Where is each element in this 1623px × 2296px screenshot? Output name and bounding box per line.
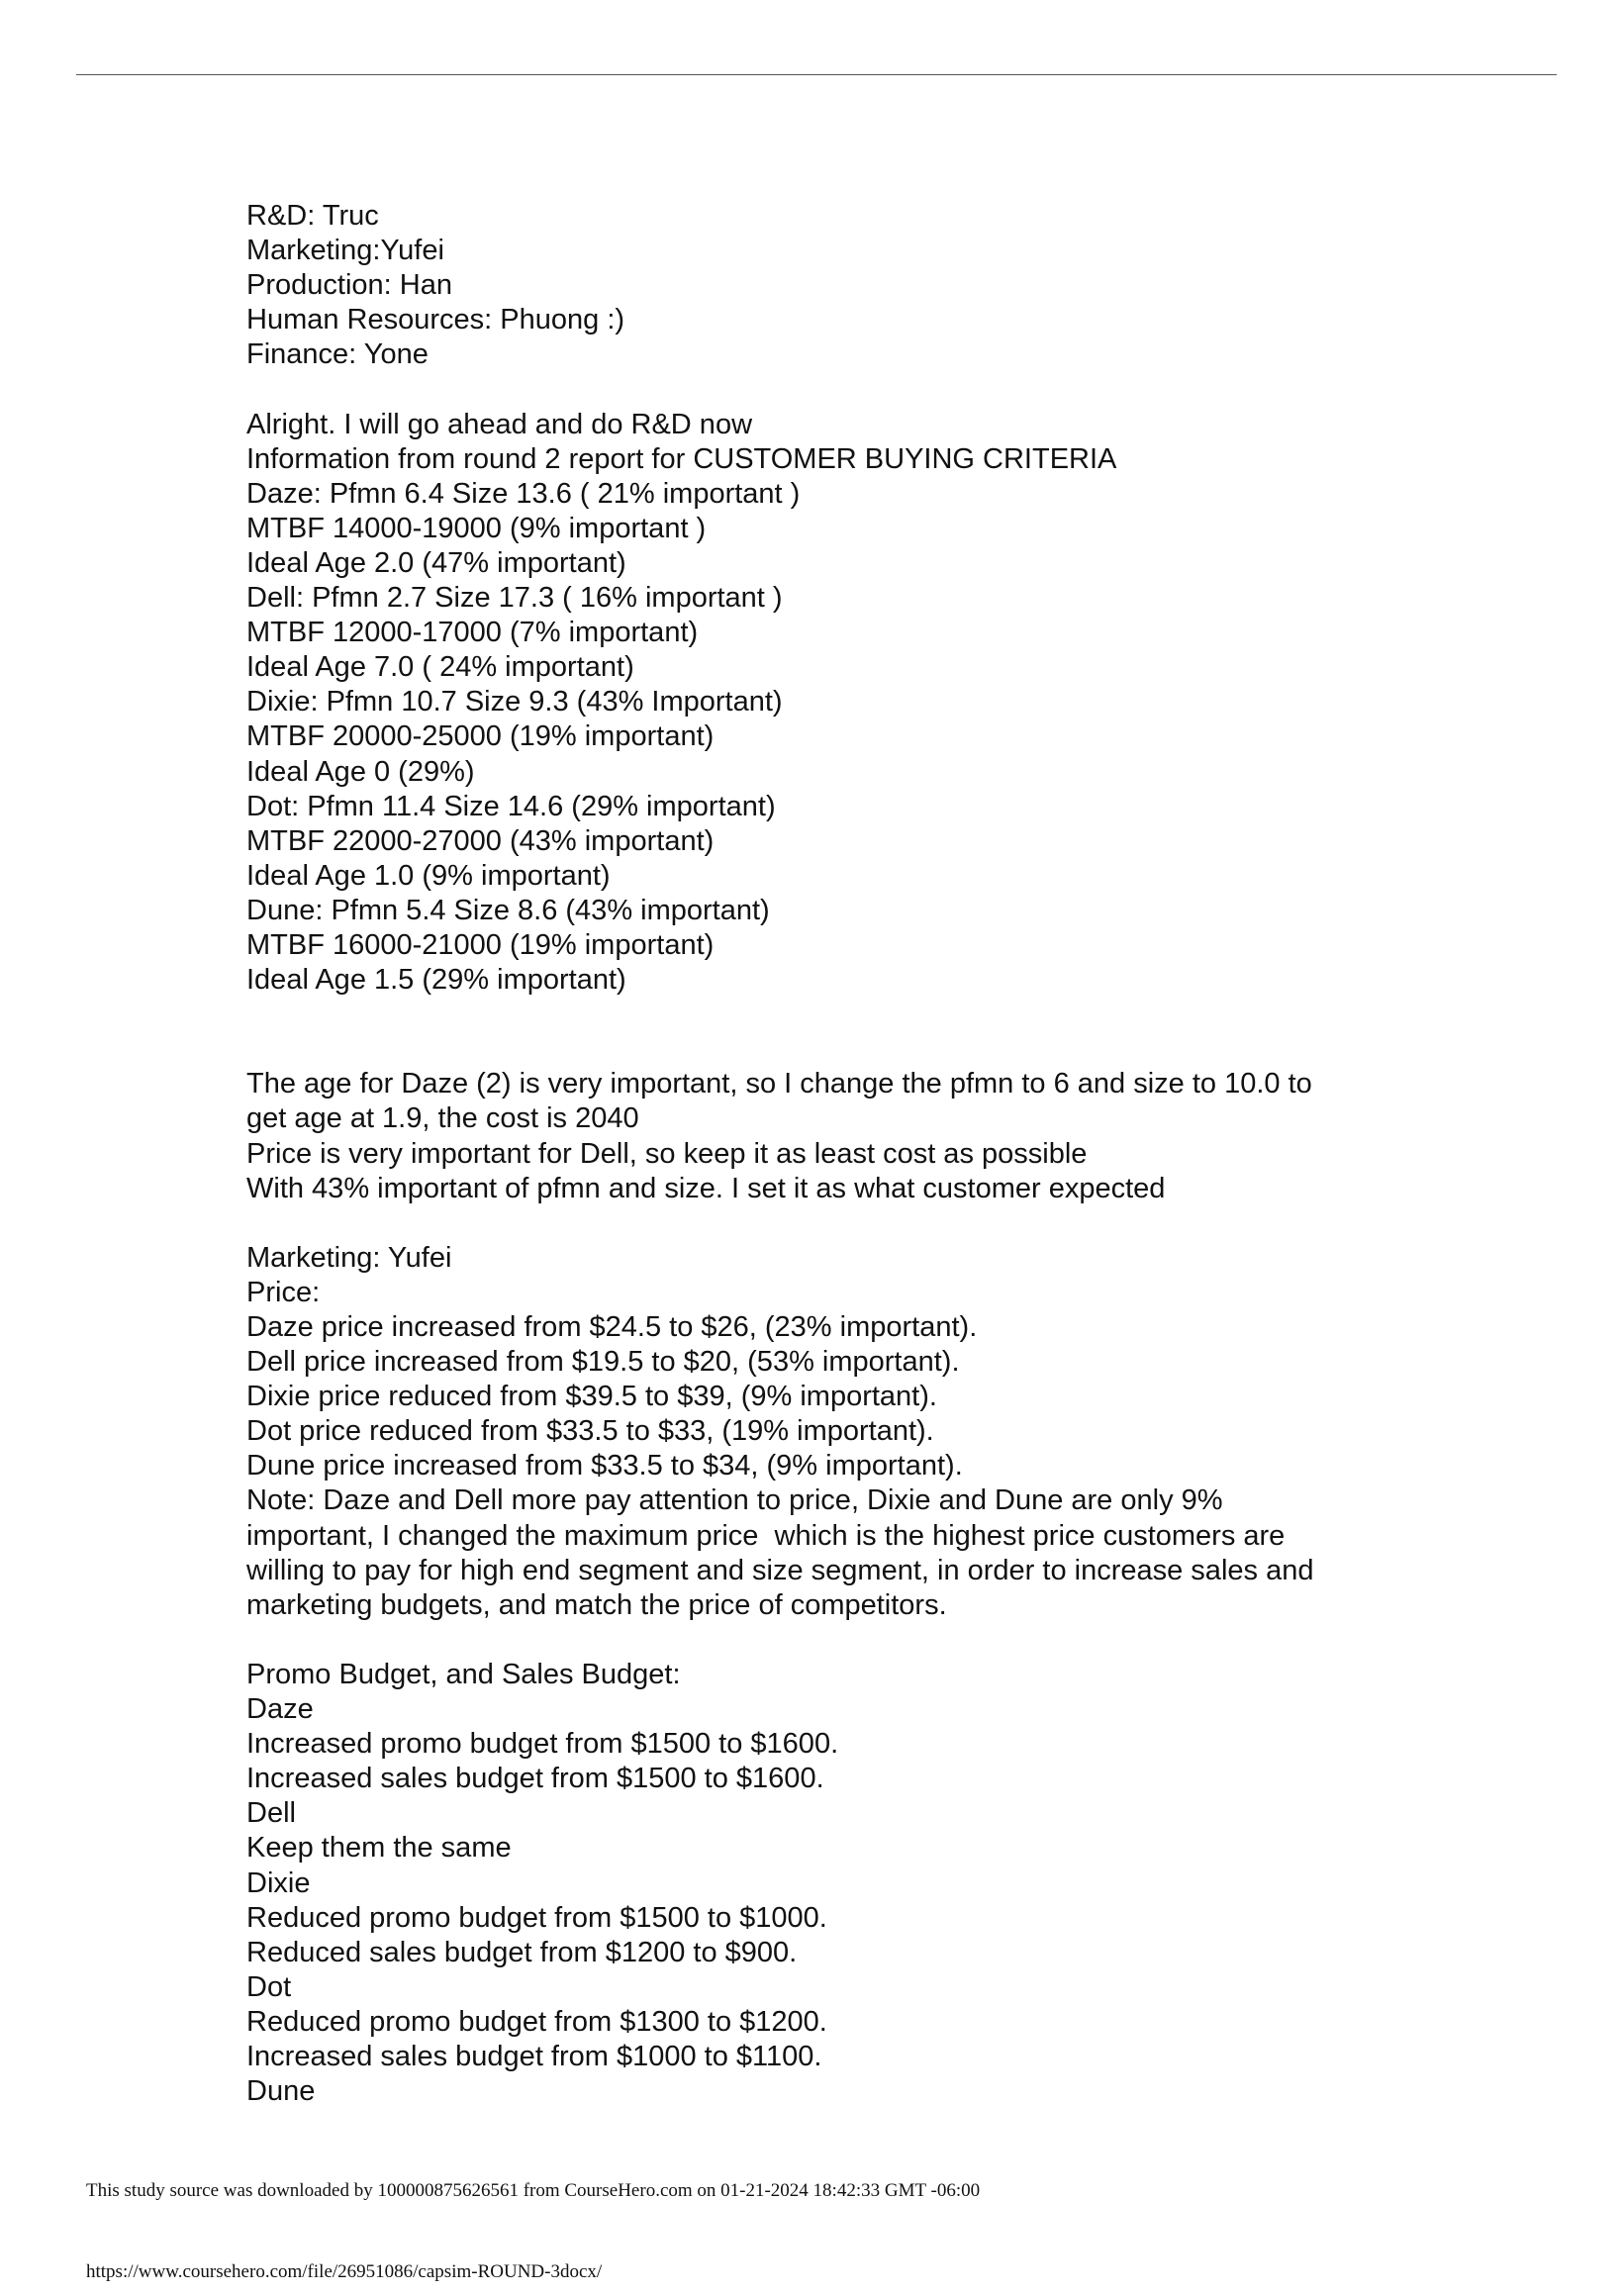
rnd-note-line: get age at 1.9, the cost is 2040 [246,1102,639,1135]
budget-line: Reduced promo budget from $1500 to $1000. [246,1901,827,1934]
budget-line: Dixie [246,1866,311,1899]
team-line: Human Resources: Phuong :) [246,304,625,336]
criteria-line: Ideal Age 0 (29%) [246,755,475,788]
top-divider [76,74,1557,75]
budget-line: Dot [246,1970,292,2003]
criteria-line: Ideal Age 1.0 (9% important) [246,859,611,892]
team-line: R&D: Truc [246,200,379,232]
marketing-line: important, I changed the maximum price which is the highest price customers are [246,1519,1286,1552]
criteria-line: MTBF 14000-19000 (9% important ) [246,512,707,544]
marketing-line: Dell price increased from $19.5 to $20, (53% important). [246,1346,960,1379]
rnd-note-line: Price is very important for Dell, so keep it as least cost as possible [246,1137,1088,1170]
budget-line: Reduced sales budget from $1200 to $900. [246,1936,798,1968]
spacer [246,998,1434,1032]
criteria-line: Dixie: Pfmn 10.7 Size 9.3 (43% Important) [246,686,783,718]
marketing-line: Daze price increased from $24.5 to $26, (23% important). [246,1311,978,1343]
spacer [246,372,1434,407]
spacer [246,1206,1434,1241]
spacer [246,1623,1434,1658]
budget-line: Increased sales budget from $1500 to $1600. [246,1763,824,1795]
criteria-line: Ideal Age 2.0 (47% important) [246,546,626,579]
team-roles [246,199,1434,372]
download-source-note: This study source was downloaded by 100000875626561 from CourseHero.com on 01-21-2024 18:42:33 GMT -06:00 [86,2180,981,2201]
source-url[interactable]: https://www.coursehero.com/file/26951086/capsim-ROUND-3docx/ [86,2261,603,2282]
budget-line: Promo Budget, and Sales Budget: [246,1658,681,1690]
criteria-line: MTBF 20000-25000 (19% important) [246,720,715,753]
rnd-intro-line: Information from round 2 report for CUSTOMER BUYING CRITERIA [246,442,1117,475]
rnd-intro-line: Alright. I will go ahead and do R&D now [246,408,753,440]
criteria-line: MTBF 16000-21000 (19% important) [246,928,715,961]
marketing-line: Marketing: Yufei [246,1241,452,1274]
marketing-section [246,1241,1434,1623]
criteria-line: Daze: Pfmn 6.4 Size 13.6 ( 21% important ) [246,477,801,510]
criteria-line: MTBF 12000-17000 (7% important) [246,617,699,649]
budget-line: Dell [246,1797,296,1830]
team-line: Finance: Yone [246,338,429,371]
marketing-line: Dune price increased from $33.5 to $34, (9% important). [246,1450,963,1483]
criteria-line: Dot: Pfmn 11.4 Size 14.6 (29% important) [246,790,776,822]
marketing-line: Price: [246,1276,321,1308]
rnd-note-line: With 43% important of pfmn and size. I set it as what customer expected [246,1172,1166,1204]
spacer [246,1032,1434,1067]
budget-line: Reduced promo budget from $1300 to $1200. [246,2005,827,2038]
marketing-line: Dixie price reduced from $39.5 to $39, (9% important). [246,1381,937,1413]
criteria-line: Ideal Age 7.0 ( 24% important) [246,651,634,684]
budget-line: Increased sales budget from $1000 to $1100. [246,2040,822,2072]
marketing-line: Dot price reduced from $33.5 to $33, (19% important). [246,1415,934,1448]
criteria-line: Dell: Pfmn 2.7 Size 17.3 ( 16% important ) [246,582,783,615]
rnd-note-line: The age for Daze (2) is very important, so I change the pfmn to 6 and size to 10.0 to [246,1068,1312,1100]
marketing-line: marketing budgets, and match the price of competitors. [246,1588,947,1621]
marketing-line: Note: Daze and Dell more pay attention to price, Dixie and Dune are only 9% [246,1484,1223,1517]
document-body [246,199,1434,2109]
budget-line: Daze [246,1693,314,1726]
criteria-line: MTBF 22000-27000 (43% important) [246,824,715,857]
budget-line: Keep them the same [246,1832,512,1865]
marketing-line: willing to pay for high end segment and size segment, in order to increase sales and [246,1554,1314,1586]
team-line: Marketing:Yufei [246,235,444,267]
budget-section [246,1658,1434,2109]
rnd-notes [246,1067,1434,1205]
team-line: Production: Han [246,269,452,302]
budget-line: Dune [246,2075,316,2108]
criteria-line: Ideal Age 1.5 (29% important) [246,964,626,997]
criteria-line: Dune: Pfmn 5.4 Size 8.6 (43% important) [246,894,770,926]
budget-line: Increased promo budget from $1500 to $1600. [246,1728,839,1761]
rnd-section [246,408,1434,999]
